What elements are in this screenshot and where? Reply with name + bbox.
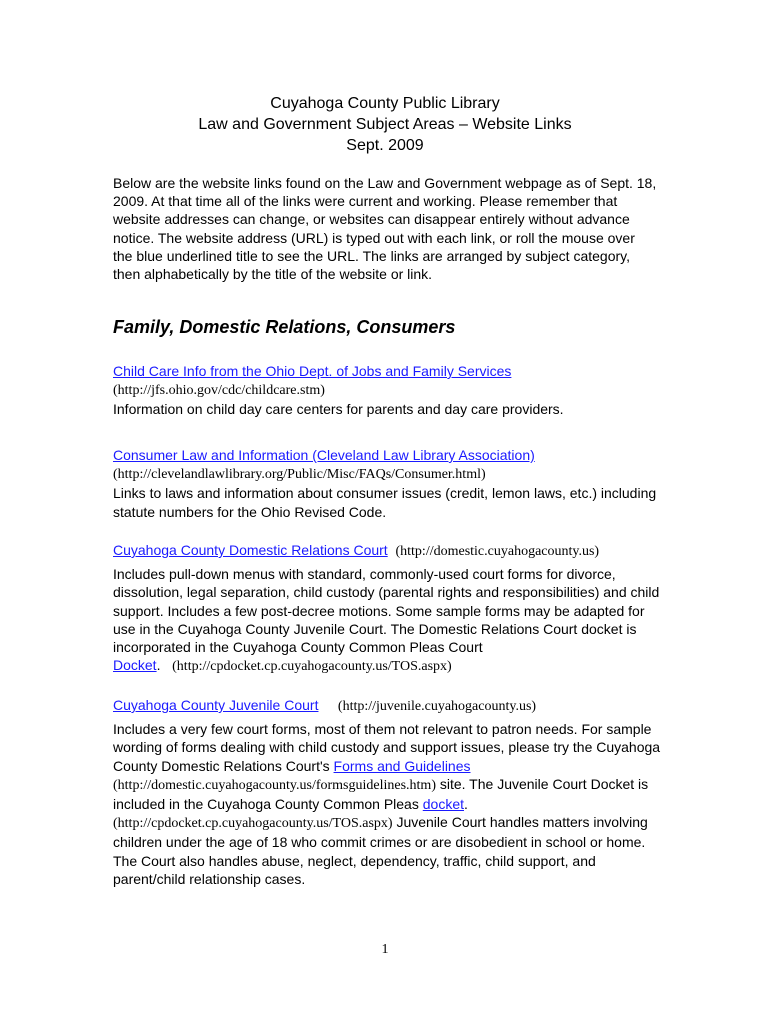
link-consumer[interactable]: Consumer Law and Information (Cleveland Law Library Association) <box>113 447 535 463</box>
section-title: Family, Domestic Relations, Consumers <box>113 317 456 337</box>
entry-childcare <box>113 362 663 419</box>
page-number: 1 <box>381 942 389 957</box>
header-subject-title: Law and Government Subject Areas – Website Links <box>198 116 572 133</box>
desc-childcare: Information on child day care centers for parents and day care providers. <box>113 401 564 418</box>
desc-juvenile-part1: Includes a very few court forms, most of them not relevant to patron needs. For sample wording of forms dealing with child custody and support issues, please try the Cuyahoga County Domestic Relations Court's <box>113 721 661 774</box>
desc-domestic <box>113 565 663 676</box>
desc-juvenile-part3: Juvenile Court handles matters involving children under the age of 18 who commit crimes or are disobedient in school or home. The Court also handles abuse, neglect, dependency, traffic, child support, and parent/child relationship cases. <box>113 814 648 887</box>
entry-juvenile <box>113 696 663 888</box>
link-juvenile-docket[interactable]: docket <box>422 796 464 813</box>
url-domestic-docket: (http://cpdocket.cp.cuyahogacounty.us/TOS.aspx) <box>172 659 452 675</box>
entry-domestic <box>113 541 663 676</box>
desc-domestic-text: Includes pull-down menus with standard, commonly-used court forms for divorce, dissolution, legal separation, child custody (parental rights and responsibilities) and child support. Includes a few post-decree motions. Some sample forms may be adapted for use in the Cuyahoga County Juvenile Court. The Domestic Relations Court docket is incorporated in the Cuyahoga County Common Pleas Court <box>113 566 660 656</box>
intro-paragraph: Below are the website links found on the Law and Government webpage as of Sept. 18, 2009. At that time all of the links were current and working. Please remember that website addresses can change, or websites can disappear entirely without advance notice. The website address (URL) is typed out with each link, or roll the mouse over the blue underlined title to see the URL. The links are arranged by subject category, then alphabetically by the title of the website or link. <box>113 175 657 283</box>
url-consumer: (http://clevelandlawlibrary.org/Public/Misc/FAQs/Consumer.html) <box>113 467 486 483</box>
desc-consumer: Links to laws and information about consumer issues (credit, lemon laws, etc.) including statute numbers for the Ohio Revised Code. <box>113 485 657 520</box>
link-forms-guidelines[interactable]: Forms and Guidelines <box>333 757 471 774</box>
document-header <box>0 93 770 156</box>
docket-suffix: . <box>156 657 161 674</box>
entry-consumer <box>113 446 663 521</box>
url-childcare: (http://jfs.ohio.gov/cdc/childcare.stm) <box>113 383 325 399</box>
link-domestic-docket[interactable]: Docket <box>113 657 157 674</box>
url-juvenile-court: (http://juvenile.cuyahogacounty.us) <box>337 699 537 714</box>
url-domestic-relations: (http://domestic.cuyahogacounty.us) <box>395 544 600 559</box>
header-library-name: Cuyahoga County Public Library <box>270 95 500 112</box>
desc-juvenile <box>113 720 663 888</box>
header-date: Sept. 2009 <box>346 137 424 154</box>
link-domestic-relations[interactable]: Cuyahoga County Domestic Relations Court <box>113 542 388 558</box>
desc-juvenile-part2: site. The Juvenile Court Docket is included in the Cuyahoga County Common Pleas <box>113 775 649 813</box>
url-juvenile-docket: (http://cpdocket.cp.cuyahogacounty.us/TOS.aspx) <box>113 816 393 832</box>
url-forms-guidelines: (http://domestic.cuyahogacounty.us/formsguidelines.htm) <box>113 777 436 793</box>
link-childcare[interactable]: Child Care Info from the Ohio Dept. of Jobs and Family Services <box>113 363 512 379</box>
juvenile-docket-suffix: . <box>464 796 468 813</box>
link-juvenile-court[interactable]: Cuyahoga County Juvenile Court <box>113 697 319 713</box>
